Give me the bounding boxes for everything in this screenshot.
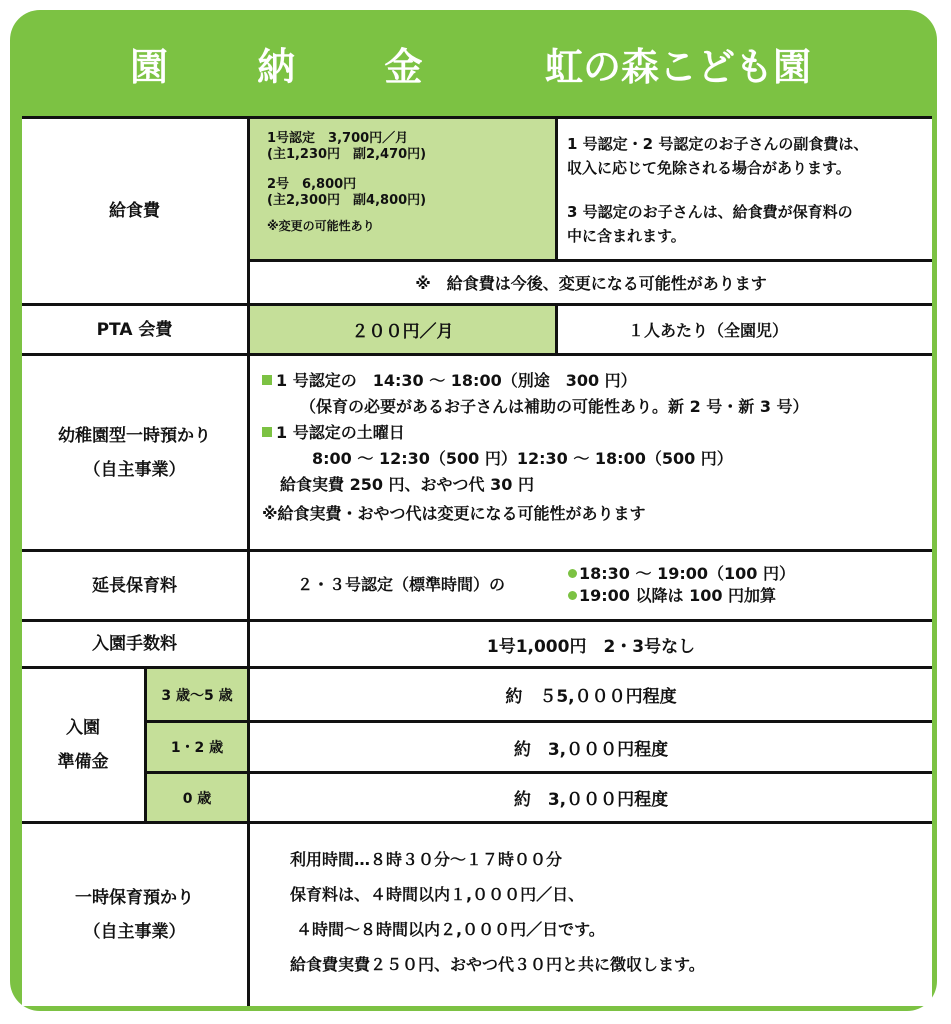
detail-line: ※給食実費・おやつ代は変更になる可能性があります [262, 504, 646, 523]
meal-info-line: 3 号認定のお子さんは、給食費が保育料の [567, 203, 853, 221]
temp-care-details [290, 842, 930, 982]
page-title: 園 納 金 [130, 45, 461, 89]
detail-line: ４時間～８時間以内２,０００円／日です。 [296, 920, 605, 939]
fee-table [22, 116, 932, 1006]
meal-info-line: 収入に応じて免除される場合があります。 [567, 159, 851, 177]
pta-amount: ２００円／月 [351, 322, 454, 342]
prep-value: 約 3,０００円程度 [513, 790, 669, 810]
meal-line: 2号 6,800円 [267, 177, 357, 192]
temp-kinder-details [262, 368, 932, 527]
label-line: 準備金 [57, 752, 109, 772]
prep-age: 3 歳～5 歳 [161, 687, 233, 704]
temp-kinder-label [22, 356, 247, 549]
detail-line: （保育の必要があるお子さんは補助の可能性あり。新 2 号・新 3 号） [300, 397, 809, 416]
meal-info-line: 1 号認定・2 号認定のお子さんの副食費は、 [567, 135, 869, 153]
extended-bullets [568, 563, 928, 607]
pta-label: PTA 会費 [96, 319, 173, 340]
detail-line: 給食実費 250 円、おやつ代 30 円 [280, 475, 534, 494]
meal-fee-details [267, 131, 547, 234]
meal-fee-info [567, 132, 927, 248]
admission-fee-value: 1号1,000円 2・3号なし [486, 636, 696, 657]
label-line: （自主事業） [83, 459, 186, 480]
meal-line: (主2,300円 副4,800円) [267, 193, 427, 208]
detail-line: 8:00 ～ 12:30（500 円）12:30 ～ 18:00（500 円） [312, 449, 733, 468]
divider [247, 116, 250, 1006]
dot-bullet-icon [568, 569, 577, 578]
pta-note: １人あたり（全園児） [627, 321, 788, 340]
prep-value: 約 ５5,０００円程度 [505, 687, 677, 707]
square-bullet-icon [262, 427, 272, 437]
detail-line: 利用時間…８時３０分～１７時００分 [290, 850, 563, 869]
label-line: 入園 [66, 718, 100, 738]
prep-age: 0 歳 [182, 790, 212, 807]
meal-note-small: ※変更の可能性あり [267, 219, 375, 233]
meal-footnote: ※ 給食費は今後、変更になる可能性があります [415, 274, 767, 293]
label-line: 一時保育預かり [75, 888, 194, 908]
divider [555, 116, 558, 259]
square-bullet-icon [262, 375, 272, 385]
prep-age: 1・2 歳 [170, 740, 224, 756]
admission-fee-label: 入園手数料 [92, 634, 177, 654]
detail-line: 保育料は、４時間以内１,０００円／日、 [290, 885, 585, 904]
detail-line: 1 号認定の 14:30 ～ 18:00（別途 300 円） [276, 371, 637, 390]
meal-info-line [567, 180, 927, 200]
meal-line: 1号認定 3,700円／月 [267, 131, 409, 146]
school-name: 虹の森こども園 [545, 45, 812, 89]
extended-label: 延長保育料 [92, 575, 177, 596]
meal-line: (主1,230円 副2,470円) [267, 147, 427, 162]
bullet-line: 18:30 ～ 19:00（100 円） [579, 564, 795, 583]
prep-label [22, 669, 144, 821]
detail-line: 給食費実費２５０円、おやつ代３０円と共に徴収します。 [290, 955, 705, 974]
extended-left: ２・３号認定（標準時間）の [297, 575, 506, 594]
meal-fee-label: 給食費 [109, 201, 160, 221]
meal-info-line: 中に含まれます。 [567, 227, 686, 245]
label-line: 幼稚園型一時預かり [58, 425, 211, 446]
dot-bullet-icon [568, 591, 577, 600]
prep-value: 約 3,０００円程度 [513, 739, 669, 760]
detail-line: 1 号認定の土曜日 [276, 423, 405, 442]
label-line: （自主事業） [83, 922, 186, 942]
bullet-line: 19:00 以降は 100 円加算 [579, 586, 777, 605]
temp-care-label [22, 824, 247, 1006]
